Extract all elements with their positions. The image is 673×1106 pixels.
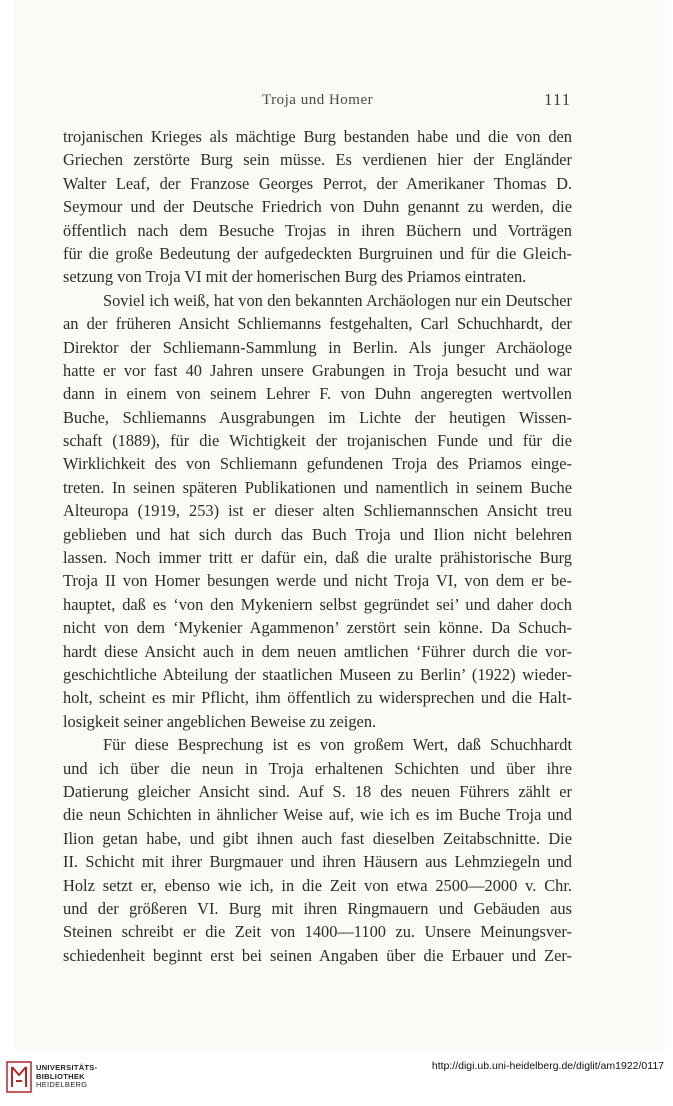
university-library-logo-icon <box>6 1061 32 1093</box>
page-number: 111 <box>544 90 572 109</box>
text-line: Buche, Schliemanns Ausgrabungen im Lichte der heutigen Wissen- <box>63 407 572 427</box>
text-line: die neun Schichten in ähnlicher Weise auf, wie ich es im Buche Troja und <box>63 805 572 825</box>
text-line: hardt diese Ansicht auch in dem neuen amtlichen ‘Führer durch die vor- <box>63 641 572 661</box>
library-name-line: BIBLIOTHEK <box>36 1071 85 1081</box>
text-line: öffentlich nach dem Besuche Trojas in ihren Büchern und Vorträgen <box>63 220 572 240</box>
text-line: Ilion getan habe, und gibt ihnen auch fast dieselben Zeitabschnitte. Die <box>63 828 572 848</box>
body-text <box>63 125 572 967</box>
text-line: Griechen zerstörte Burg sein müsse. Es verdienen hier der Engländer <box>63 150 572 170</box>
viewer-footer <box>0 1050 673 1106</box>
text-line: für die große Bedeutung der aufgedeckten Burgruinen und für die Gleich- <box>63 243 572 263</box>
library-name-line: UNIVERSITÄTS- <box>36 1063 98 1072</box>
permalink-url[interactable]: http://digi.ub.uni-heidelberg.de/diglit/am1922/0117 <box>431 1060 664 1072</box>
text-line: Holz setzt er, ebenso wie ich, in die Zeit von etwa 2500—2000 v. Chr. <box>63 875 572 895</box>
text-line: Alteuropa (1919, 253) ist er dieser alten Schliemannschen Ansicht treu <box>63 501 572 521</box>
text-line: setzung von Troja VI mit der homerischen Burg des Priamos eintraten. <box>63 267 527 287</box>
text-line: Datierung gleicher Ansicht sind. Auf S. 18 des neuen Führers zählt er <box>63 781 572 801</box>
running-title: Troja und Homer <box>262 92 374 108</box>
text-line: geschichtliche Abteilung der staatlichen Museen zu Berlin’ (1922) wieder- <box>63 664 572 684</box>
text-line: Soviel ich weiß, hat von den bekannten Archäologen nur ein Deutscher <box>103 290 572 310</box>
library-name <box>36 1064 97 1090</box>
text-line: losigkeit seiner angeblichen Beweise zu zeigen. <box>63 711 377 731</box>
text-line: und der größeren VI. Burg mit ihren Ringmauern und Gebäuden aus <box>63 898 572 918</box>
text-line: Für diese Besprechung ist es von großem Wert, daß Schuchhardt <box>103 735 572 755</box>
text-line: schaft (1889), für die Wichtigkeit der trojanischen Funde und für die <box>63 431 572 451</box>
text-line: treten. In seinen späteren Publikationen und namentlich in seinem Buche <box>63 477 572 497</box>
text-line: Steinen schreibt er die Zeit von 1400—1100 zu. Unsere Meinungsver- <box>63 922 572 942</box>
text-line: hauptet, daß es ‘von den Mykeniern selbst gegründet sei’ und daher doch <box>63 594 572 614</box>
text-line: Direktor der Schliemann-Sammlung in Berlin. Als junger Archäologe <box>63 337 572 357</box>
text-line: lassen. Noch immer tritt er dafür ein, daß die uralte prähistorische Burg <box>63 548 572 568</box>
text-line: holt, scheint es mir Pflicht, ihm öffentlich zu widersprechen und die Halt- <box>63 688 572 708</box>
text-line: an der früheren Ansicht Schliemanns festgehalten, Carl Schuchhardt, der <box>63 314 572 334</box>
text-line: II. Schicht mit ihrer Burgmauer und ihren Häusern aus Lehmziegeln und <box>63 852 572 872</box>
text-line: dann in einem von seinem Lehrer F. von Duhn angeregten wertvollen <box>63 384 572 404</box>
text-line: schiedenheit beginnt erst bei seinen Angaben über die Erbauer und Zer- <box>63 945 572 965</box>
text-line: hatte er vor fast 40 Jahren unsere Grabungen in Troja besucht und war <box>63 360 572 380</box>
text-line: Troja II von Homer besungen werde und nicht Troja VI, von dem er be- <box>63 571 572 591</box>
library-name-line: HEIDELBERG <box>36 1080 88 1090</box>
scanned-page <box>14 0 665 1050</box>
text-line: Wirklichkeit des von Schliemann gefundenen Troja des Priamos einge- <box>63 454 572 474</box>
text-line: trojanischen Krieges als mächtige Burg bestanden habe und die von den <box>63 127 572 146</box>
text-line: und ich über die neun in Troja erhaltenen Schichten und über ihre <box>63 758 572 778</box>
text-line: geblieben und hat sich durch das Buch Troja und Ilion nicht belehren <box>63 524 572 544</box>
text-line: Seymour und der Deutsche Friedrich von Duhn genannt zu werden, die <box>63 197 572 217</box>
text-line: Walter Leaf, der Franzose Georges Perrot, der Amerikaner Thomas D. <box>63 173 572 193</box>
text-line: nicht von dem ‘Mykenier Agammenon’ zerstört sein könne. Da Schuch- <box>63 618 572 638</box>
